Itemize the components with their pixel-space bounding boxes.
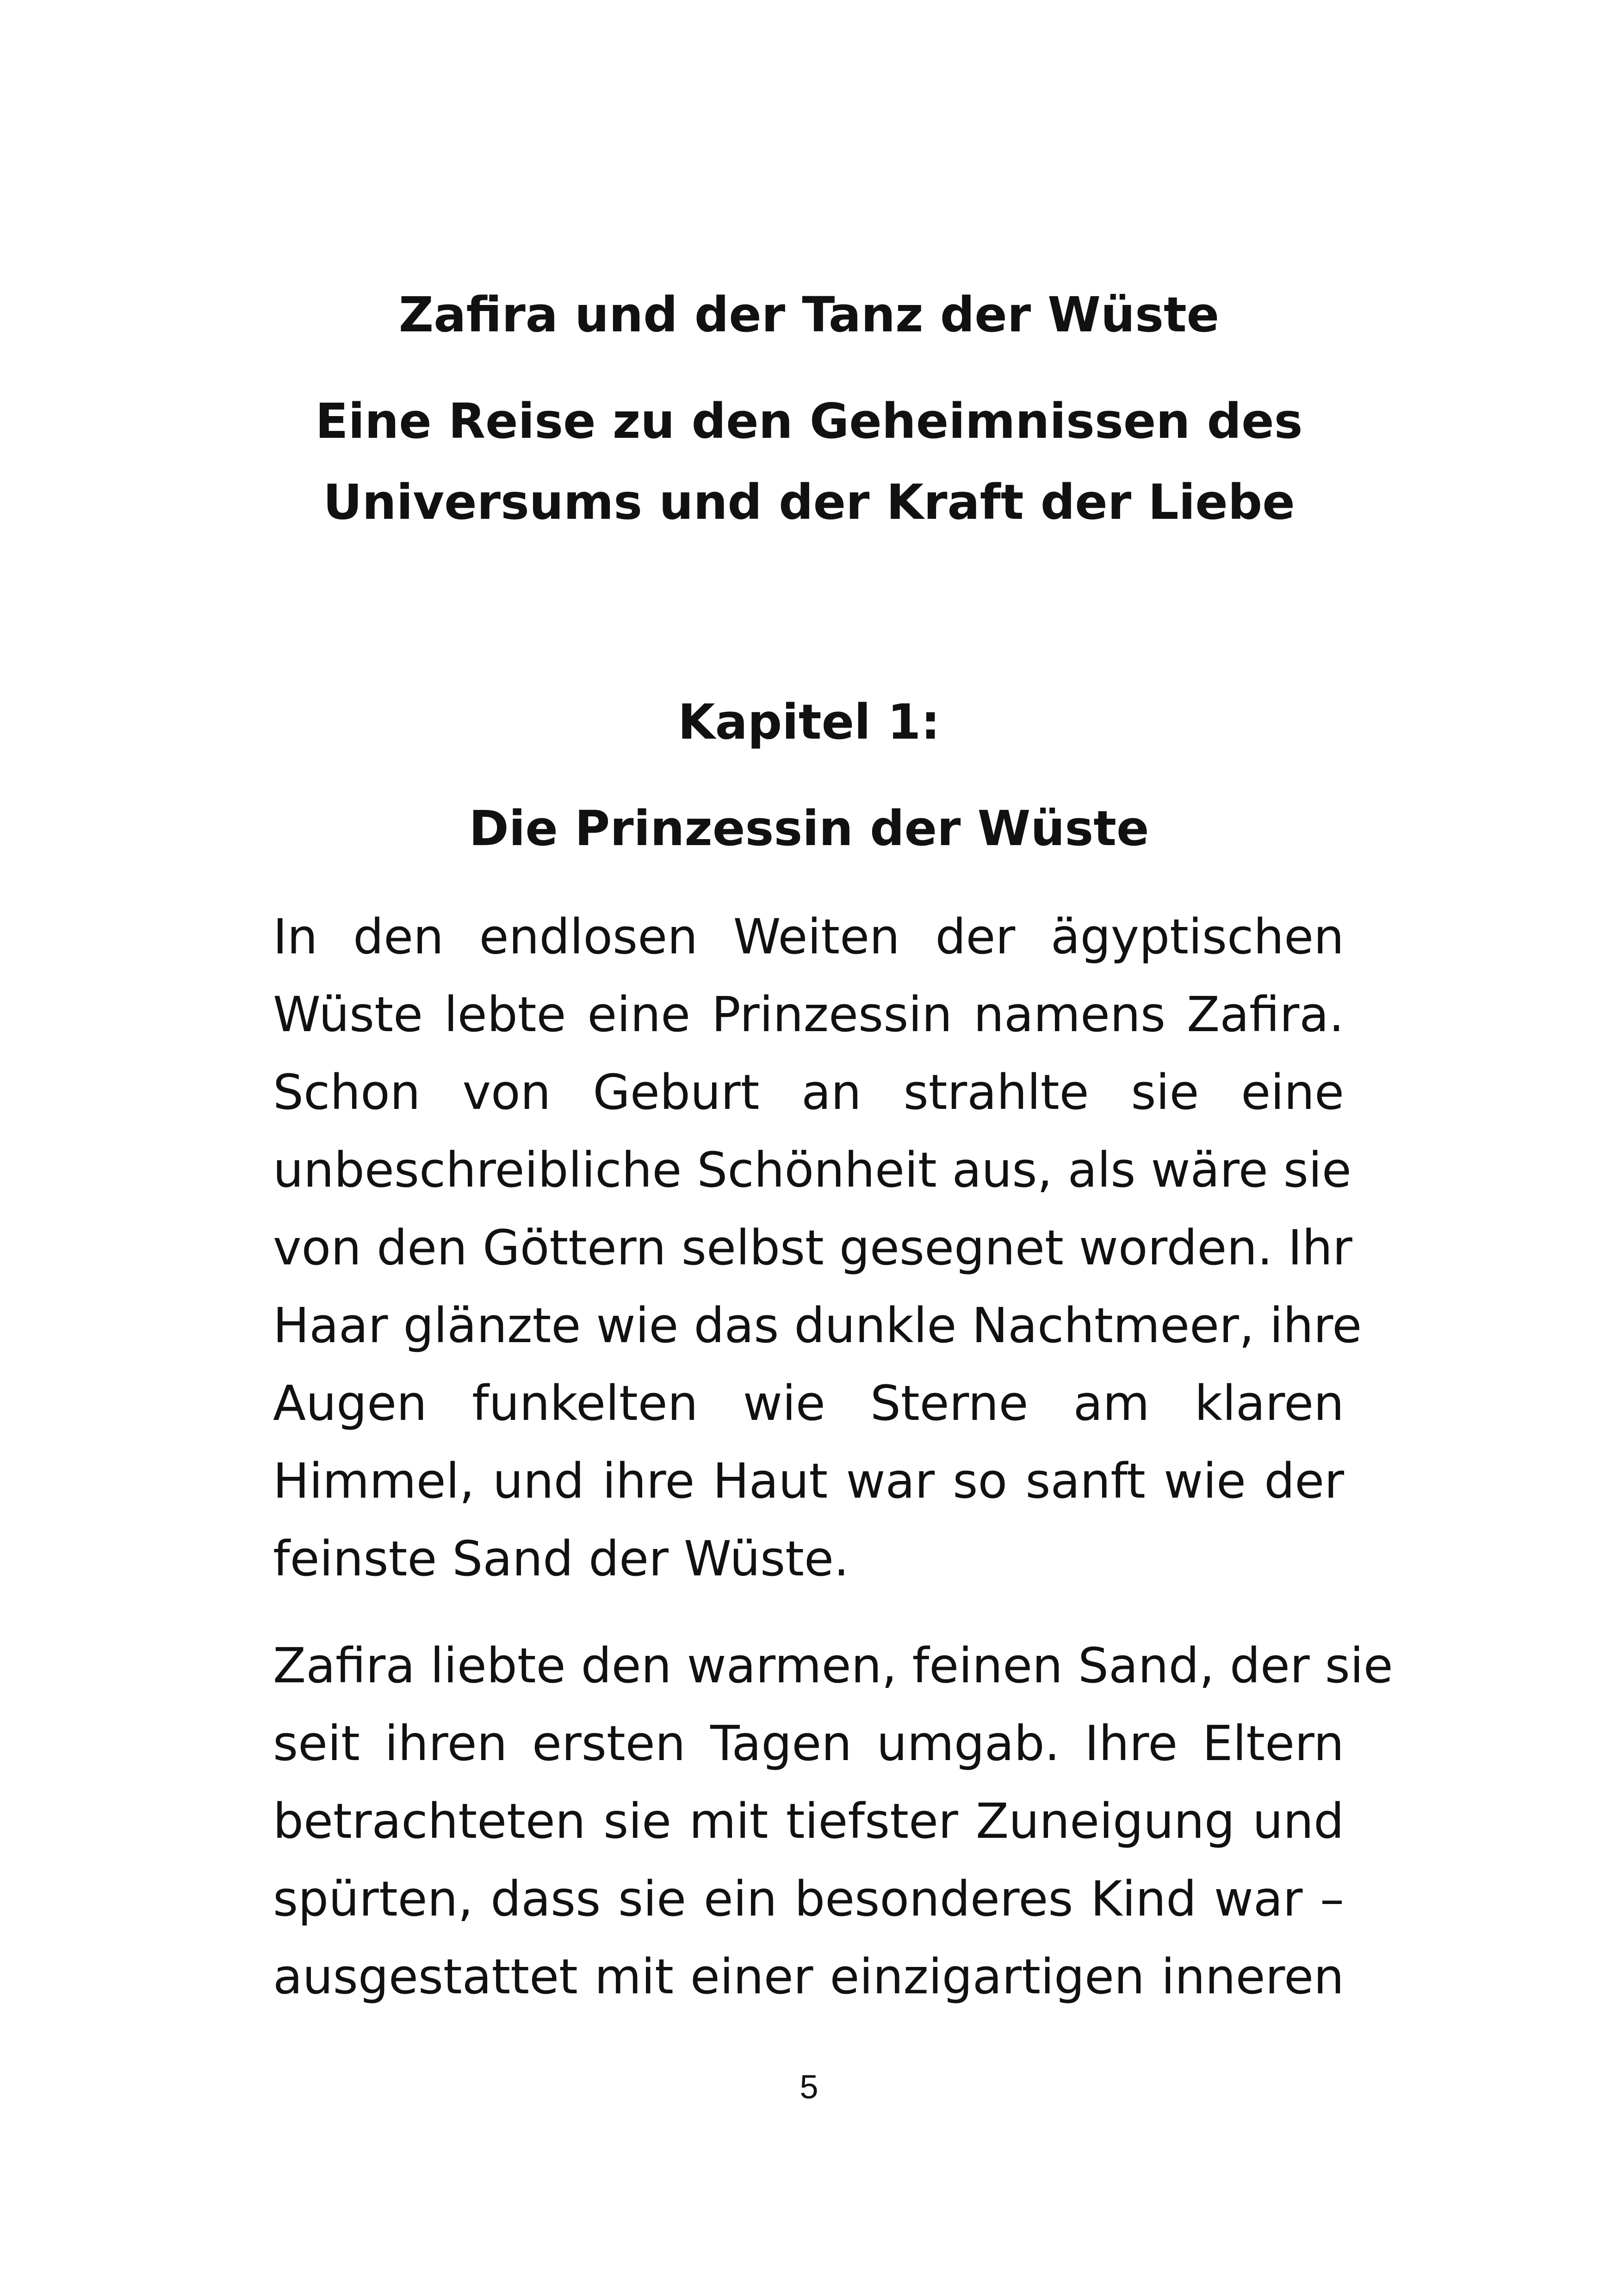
- paragraph-line: spürten, dass sie ein besonderes Kind war –: [273, 1871, 1344, 1927]
- paragraph-line: von den Göttern selbst gesegnet worden. Ihr: [273, 1220, 1352, 1276]
- book-subtitle-line-2: Universums und der Kraft der Liebe: [323, 474, 1295, 530]
- paragraph-line: Augen funkelten wie Sterne am klaren: [273, 1375, 1344, 1431]
- paragraph-2: [273, 1627, 1393, 2016]
- paragraph-line: Schon von Geburt an strahlte sie eine: [273, 1064, 1344, 1120]
- paragraph-line: seit ihren ersten Tagen umgab. Ihre Eltern: [273, 1715, 1344, 1772]
- paragraph-1: [273, 898, 1362, 1598]
- paragraph-line: unbeschreibliche Schönheit aus, als wäre sie: [273, 1142, 1351, 1198]
- paragraph-line: Zafira liebte den warmen, feinen Sand, der sie: [273, 1637, 1393, 1694]
- page-number: 5: [800, 2069, 818, 2106]
- paragraph-line: ausgestattet mit einer einzigartigen inneren: [273, 1948, 1344, 2005]
- book-subtitle-line-1: Eine Reise zu den Geheimnissen des: [315, 393, 1303, 449]
- paragraph-line: In den endlosen Weiten der ägyptischen: [273, 908, 1344, 965]
- paragraph-line: Haar glänzte wie das dunkle Nachtmeer, ihre: [273, 1297, 1362, 1354]
- paragraph-line: Wüste lebte eine Prinzessin namens Zafira.: [273, 986, 1344, 1043]
- chapter-number: Kapitel 1:: [678, 694, 940, 750]
- paragraph-line: Himmel, und ihre Haut war so sanft wie der: [273, 1453, 1344, 1509]
- book-title: Zafira und der Tanz der Wüste: [398, 286, 1220, 343]
- paragraph-line: feinste Sand der Wüste.: [273, 1531, 849, 1587]
- chapter-title: Die Prinzessin der Wüste: [469, 800, 1149, 857]
- paragraph-line: betrachteten sie mit tiefster Zuneigung und: [273, 1793, 1344, 1849]
